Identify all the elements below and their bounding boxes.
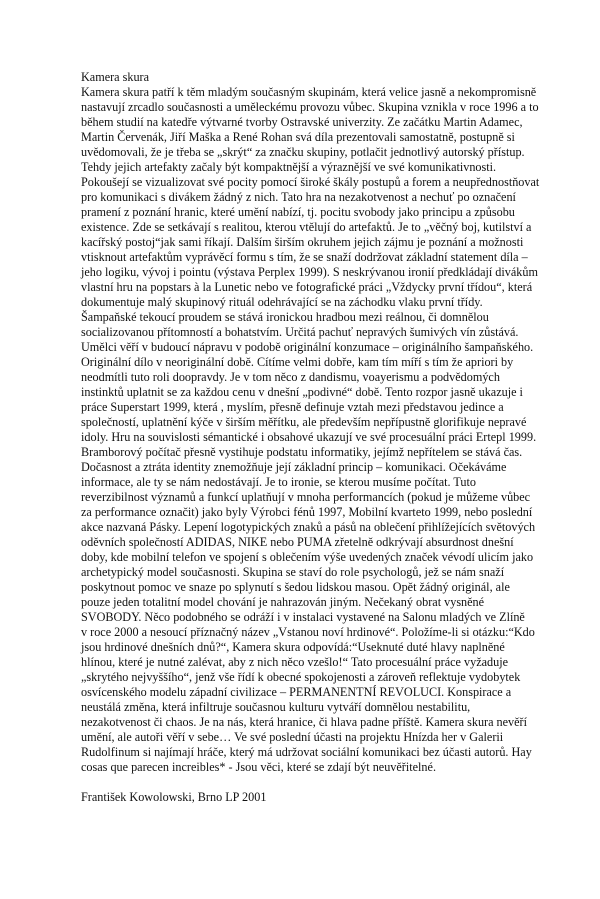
text-line: hlínou, které je nutné zalévat, aby z nich něco vzešlo!“ Tato procesuální práce vyžaduje	[81, 655, 508, 669]
text-line: dokumentuje malý skupinový rituál odehrávající se na záchodku vlaku první třídy.	[81, 295, 483, 309]
text-line: Tehdy jejich artefakty začaly být kompaktnější a výraznější ve své komunikativnosti.	[81, 160, 497, 174]
text-line: idoly. Hru na souvislosti sémantické i obsahové ukazují ve své procesuální práci Ertepl 1999.	[81, 430, 537, 444]
text-line: uvědomovali, že je třeba se „skrýt“ za značku skupiny, potlačit jednotlivý autorský přístup.	[81, 145, 525, 159]
text-line: poskytnout pomoc ve snaze po splynutí s šedou lidskou masou. Opět žádný originál, ale	[81, 580, 510, 594]
text-line: archetypický model současnosti. Skupina se staví do role psychologů, jež se nám snaží	[81, 565, 505, 579]
text-line: informace, ale ty se nám nedostávají. Je to ironie, se kterou musíme počítat. Tuto	[81, 475, 476, 489]
text-line: nezakotvenost či chaos. Je na nás, která hranice, či hlava padne příště. Kamera skura nevěří	[81, 715, 528, 729]
text-line: jeho logiku, vývoj i pointu (výstava Perplex 1999). S neskrývanou ironií předkládají divákům	[81, 265, 538, 279]
text-line: Šampaňské tekoucí proudem se stává ironickou hradbou mezi reálnou, či domnělou	[81, 310, 489, 324]
text-line: instinktů uplatnit se za každou cenu v dnešní „podivné“ době. Tento rozpor jasně ukazuje i	[81, 385, 523, 399]
document-body	[81, 70, 557, 805]
text-line: kacířský postoj“jak sami říkají. Dalším širším okruhem jejich zájmu je poznání a možnosti	[81, 235, 524, 249]
paragraph-gap	[81, 775, 557, 790]
text-line: neustálá změna, která infiltruje současnou kulturu vytváří domnělou nestabilitu,	[81, 700, 471, 714]
text-line: jsou hrdinové dnešních dnů?“, Kamera skura odpovídá:“Useknuté duté hlavy naplněné	[81, 640, 505, 654]
text-line: akce nazvaná Pásky. Lepení logotypických znaků a pásů na oblečení přihlížejících světových	[81, 520, 536, 534]
text-line: existence. Zde se setkávají s realitou, kterou vtělují do artefaktů. Je to „věčný boj, kutilství a	[81, 220, 532, 234]
document-title: Kamera skura	[81, 70, 150, 84]
text-line: pouze jeden totalitní model chování je nahrazován jiným. Nečekaný obrat vysněné	[81, 595, 485, 609]
text-line: za performance označit) jako byly Výrobci fénů 1997, Mobilní kvarteto 1999, nebo poslední	[81, 505, 533, 519]
text-line: Rudolfinum si najímají hráče, který má udržovat sociální komunikaci bez účasti autorů. Hay	[81, 745, 532, 759]
article-paragraph	[81, 85, 557, 775]
text-line: Pokoušejí se vizualizovat své pocity pomocí široké škály postupů a forem a neupřednostňovat	[81, 175, 540, 189]
text-line: Umělci věří v budoucí nápravu v podobě originální konzumace – originálního šampaňského.	[81, 340, 534, 354]
text-line: osvícenského modelu západní civilizace – PERMANENTNÍ REVOLUCI. Konspirace a	[81, 685, 512, 699]
text-line: Originální dílo v neoriginální době. Cítíme velmi dobře, kam tím míří s tím že apriori by	[81, 355, 514, 369]
author-signature: František Kowolowski, Brno LP 2001	[81, 790, 267, 804]
text-line: neodmítli tuto roli doopravdy. Je v tom něco z dandismu, voayerismu a podvědomých	[81, 370, 500, 384]
text-line: socializovanou přítomností a bohatstvím. Určitá pachuť nepravých šumivých vín zůstává.	[81, 325, 519, 339]
text-line: vlastní hru na popstars à la Lunetic nebo ve fotografické práci „Vždycky první třídou“, která	[81, 280, 533, 294]
text-line: práce Superstart 1999, která , myslím, přesně definuje vztah mezi představou jedince a	[81, 400, 504, 414]
text-line: Kamera skura patří k těm mladým současným skupinám, která velice jasně a nekompromisně	[81, 85, 537, 99]
text-line: vtisknout artefaktům vyprávěcí formu s tím, že se snaží dodržovat základní statement díla –	[81, 250, 528, 264]
text-line: nastavují zrcadlo současnosti a uměleckému provozu vůbec. Skupina vznikla v roce 1996 a to	[81, 100, 539, 114]
text-line: doby, kde mobilní telefon ve spojení s oblečením výše uvedených značek vévodí ulicím jako	[81, 550, 534, 564]
text-line: umění, ale autoři věří v sebe… Ve své poslední účasti na projektu Hnízda her v Galerii	[81, 730, 504, 744]
text-line: cosas que parecen increibles* - Jsou věci, které se zdají být neuvěřitelné.	[81, 760, 436, 774]
text-line: Martin Červenák, Jiří Maška a René Rohan svá díla prezentovali samostatně, postupně si	[81, 130, 515, 144]
text-line: v roce 2000 a nesoucí příznačný název „Vstanou noví hrdinové“. Položíme-li si otázku:“Kdo	[81, 625, 535, 639]
text-line: společností, uplatnění kýče v širším měřítku, ale především nepřípustně glorifikuje nepravé	[81, 415, 527, 429]
text-line: Bramborový počítač přesně vystihuje podstatu informatiky, jejímž nepřítelem se stává čas.	[81, 445, 523, 459]
text-line: oděvních společností ADIDAS, NIKE nebo PUMA zřetelně odkrývají absurdnost dnešní	[81, 535, 514, 549]
text-line: SVOBODY. Něco podobného se odráží i v instalaci vystavené na Salonu mladých ve Zlíně	[81, 610, 525, 624]
text-line: pramení z poznání hranic, které umění nabízí, tj. pocitu svobody jako principu a způsobu	[81, 205, 515, 219]
text-line: „skrytého nejvyššího“, jenž vše řídí k obecné spokojenosti a zároveň reflektuje vydobytek	[81, 670, 521, 684]
text-line: pro komunikaci s divákem žádný z nich. Tato hra na nezakotvenost a nechuť po označení	[81, 190, 516, 204]
text-line: během studií na katedře výtvarné tvorby Ostravské univerzity. Ze začátku Martin Adamec,	[81, 115, 523, 129]
text-line: Dočasnost a ztráta identity znemožňuje její základní princip – komunikaci. Očekáváme	[81, 460, 507, 474]
text-line: reverzibilnost významů a funkcí uplatňují v mnoha performancích (pokud je můžeme vůbec	[81, 490, 531, 504]
